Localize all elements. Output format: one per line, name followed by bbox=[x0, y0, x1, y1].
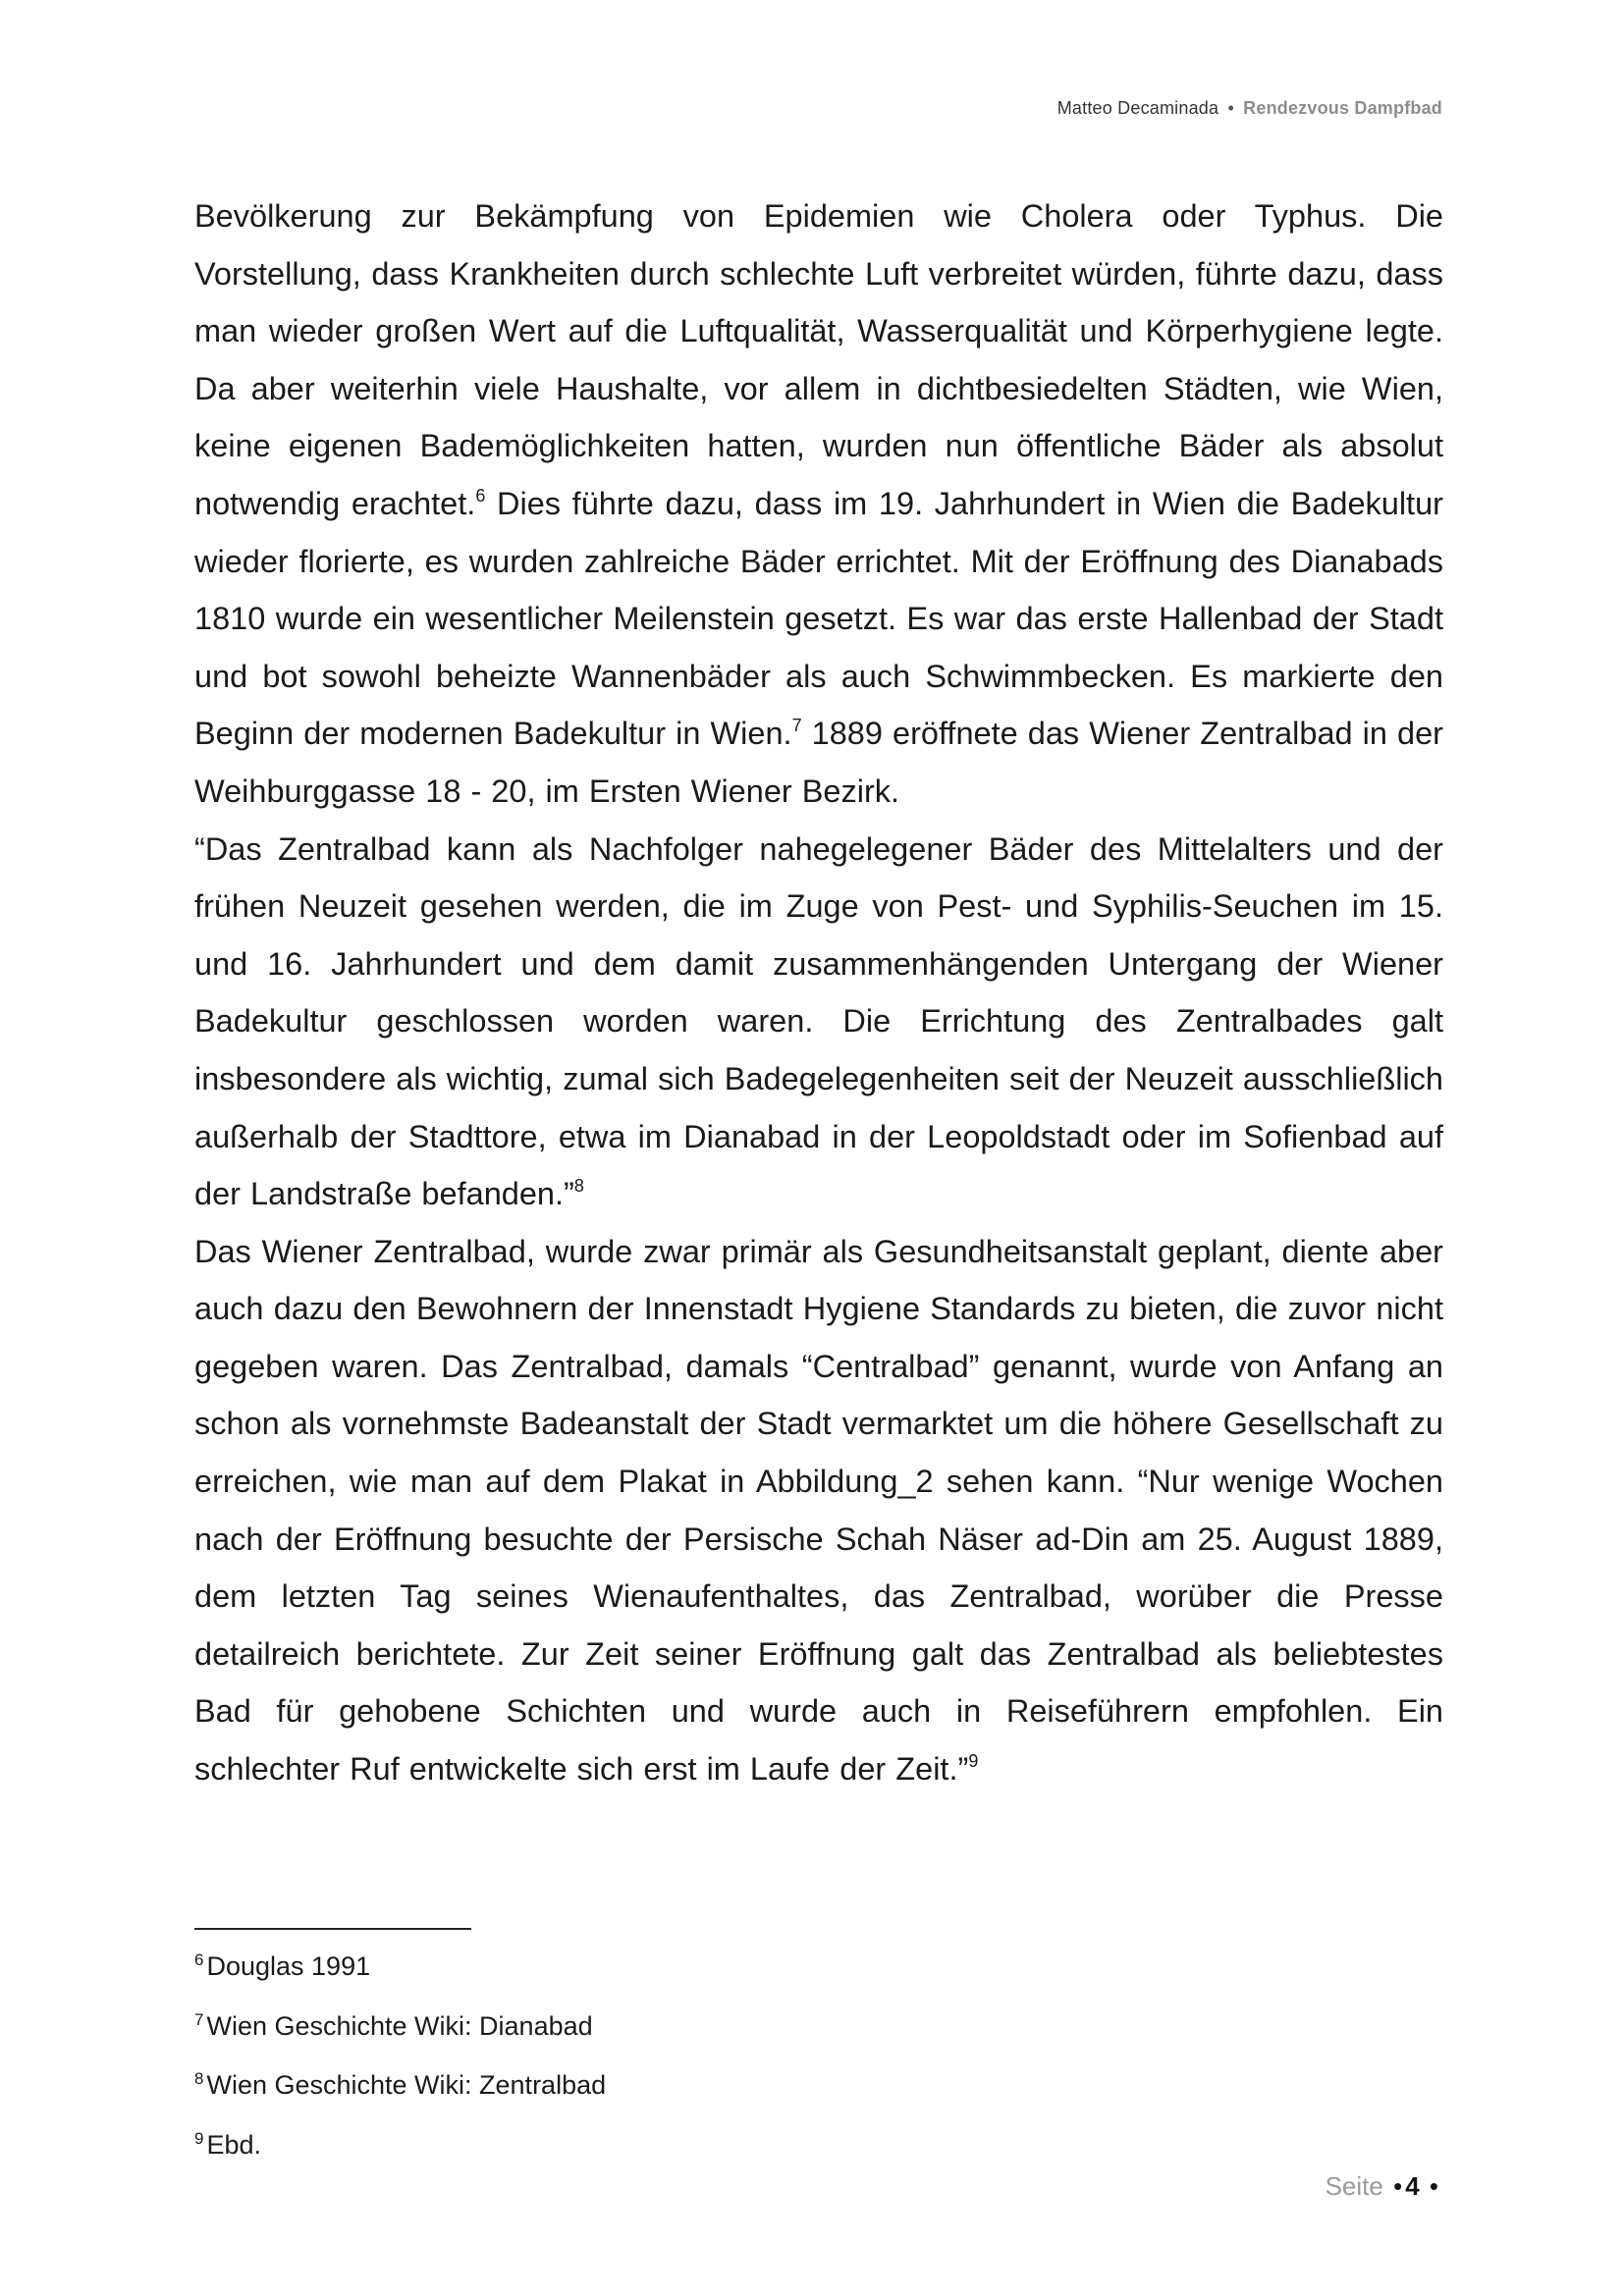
footnote-ref-8: 8 bbox=[573, 1176, 584, 1197]
footnote-7 bbox=[194, 2003, 1176, 2063]
footnote-text: Douglas 1991 bbox=[206, 1951, 371, 1981]
footnote-number: 7 bbox=[194, 2009, 204, 2029]
header-separator: • bbox=[1227, 98, 1234, 118]
footnote-text: Ebd. bbox=[206, 2130, 262, 2161]
footnote-number: 6 bbox=[194, 1950, 204, 1969]
paragraph-1-text-part-1: Bevölkerung zur Bekämpfung von Epidemien wie Cholera oder Typhus. Die Vorstellung, dass Krankheiten durch schlechte Luft verbreitet würden, führte dazu, dass man wieder großen Wert auf die Luftqualität, Wasserqualität und Körperhygiene legte. Da aber weiterhin viele Haushalte, vor allem in dichtbesiedelten Städten, wie Wien, keine eigenen Bademöglichkeiten hatten, wurden nun öffentliche Bäder als absolut notwendig erachtet. bbox=[194, 198, 1443, 521]
footnote-text: Wien Geschichte Wiki: Zentralbad bbox=[206, 2070, 607, 2101]
footnote-8 bbox=[194, 2062, 1176, 2122]
header-document-title: Rendezvous Dampfbad bbox=[1243, 98, 1442, 118]
paragraph-3 bbox=[194, 1223, 1443, 1798]
paragraph-1-text-part-2: Dies führte dazu, dass im 19. Jahrhundert in Wien die Badekultur wieder florierte, es wurden zahlreiche Bäder errichtet. Mit der Eröffnung des Dianabads 1810 wurde ein wesentlicher Meilenstein gesetzt. Es war das erste Hallenbad der Stadt und bot sowohl beheizte Wannenbäder als auch Schwimmbecken. Es markierte den Beginn der modernen Badekultur in Wien. bbox=[194, 485, 1443, 752]
page-number-value: 4 bbox=[1405, 2171, 1420, 2201]
footnote-ref-9: 9 bbox=[968, 1751, 979, 1772]
footnote-9 bbox=[194, 2122, 1176, 2182]
footnote-6 bbox=[194, 1944, 1176, 2003]
footnote-text: Wien Geschichte Wiki: Dianabad bbox=[206, 2010, 593, 2041]
running-header bbox=[1057, 98, 1442, 119]
page-bullet-left: • bbox=[1393, 2171, 1403, 2201]
footnote-ref-6: 6 bbox=[475, 485, 486, 506]
main-text bbox=[194, 187, 1443, 1798]
footnote-number: 9 bbox=[194, 2129, 204, 2149]
paragraph-1 bbox=[194, 187, 1443, 821]
paragraph-3-text: Das Wiener Zentralbad, wurde zwar primär als Gesundheitsanstalt geplant, diente aber auch dazu den Bewohnern der Innenstadt Hygiene Standards zu bieten, die zuvor nicht gegeben waren. Das Zentralbad, damals “Centralbad” genannt, wurde von Anfang an schon als vornehmste Badeanstalt der Stadt vermarktet um die höhere Gesellschaft zu erreichen, wie man auf dem Plakat in Abbildung_2 sehen kann. “Nur wenige Wochen nach der Eröffnung besuchte der Persische Schah Näser ad-Din am 25. August 1889, dem letzten Tag seines Wienaufenthaltes, das Zentralbad, worüber die Presse detailreich berichtete. Zur Zeit seiner Eröffnung galt das Zentralbad als beliebtestes Bad für gehobene Schichten und wurde auch in Reiseführern empfohlen. Ein schlechter Ruf entwickelte sich erst im Laufe der Zeit.” bbox=[194, 1233, 1443, 1788]
footnotes bbox=[194, 1944, 1176, 2182]
page-number bbox=[1326, 2171, 1441, 2202]
page-bullet-right: • bbox=[1429, 2171, 1438, 2201]
paragraph-2-text: “Das Zentralbad kann als Nachfolger nahegelegener Bäder des Mittelalters und der frühen Neuzeit gesehen werden, die im Zuge von Pest- und Syphilis-Seuchen im 15. und 16. Jahrhundert und dem damit zusammenhängenden Untergang der Wiener Badekultur geschlossen worden waren. Die Errichtung des Zentralbades galt insbesondere als wichtig, zumal sich Badegelegenheiten seit der Neuzeit ausschließlich außerhalb der Stadttore, etwa im Dianabad in der Leopoldstadt oder im Sofienbad auf der Landstraße befanden.” bbox=[194, 830, 1443, 1212]
paragraph-2-quote bbox=[194, 821, 1443, 1223]
footnote-ref-7: 7 bbox=[791, 716, 802, 736]
footnote-divider bbox=[194, 1928, 471, 1930]
paragraph-1-text-part-3: 1889 eröffnete das Wiener Zentralbad in der Weihburggasse 18 - 20, im Ersten Wiener Bezirk. bbox=[194, 716, 1443, 809]
header-author: Matteo Decaminada bbox=[1056, 98, 1219, 118]
page-label: Seite bbox=[1325, 2171, 1383, 2201]
footnote-number: 8 bbox=[194, 2069, 204, 2089]
